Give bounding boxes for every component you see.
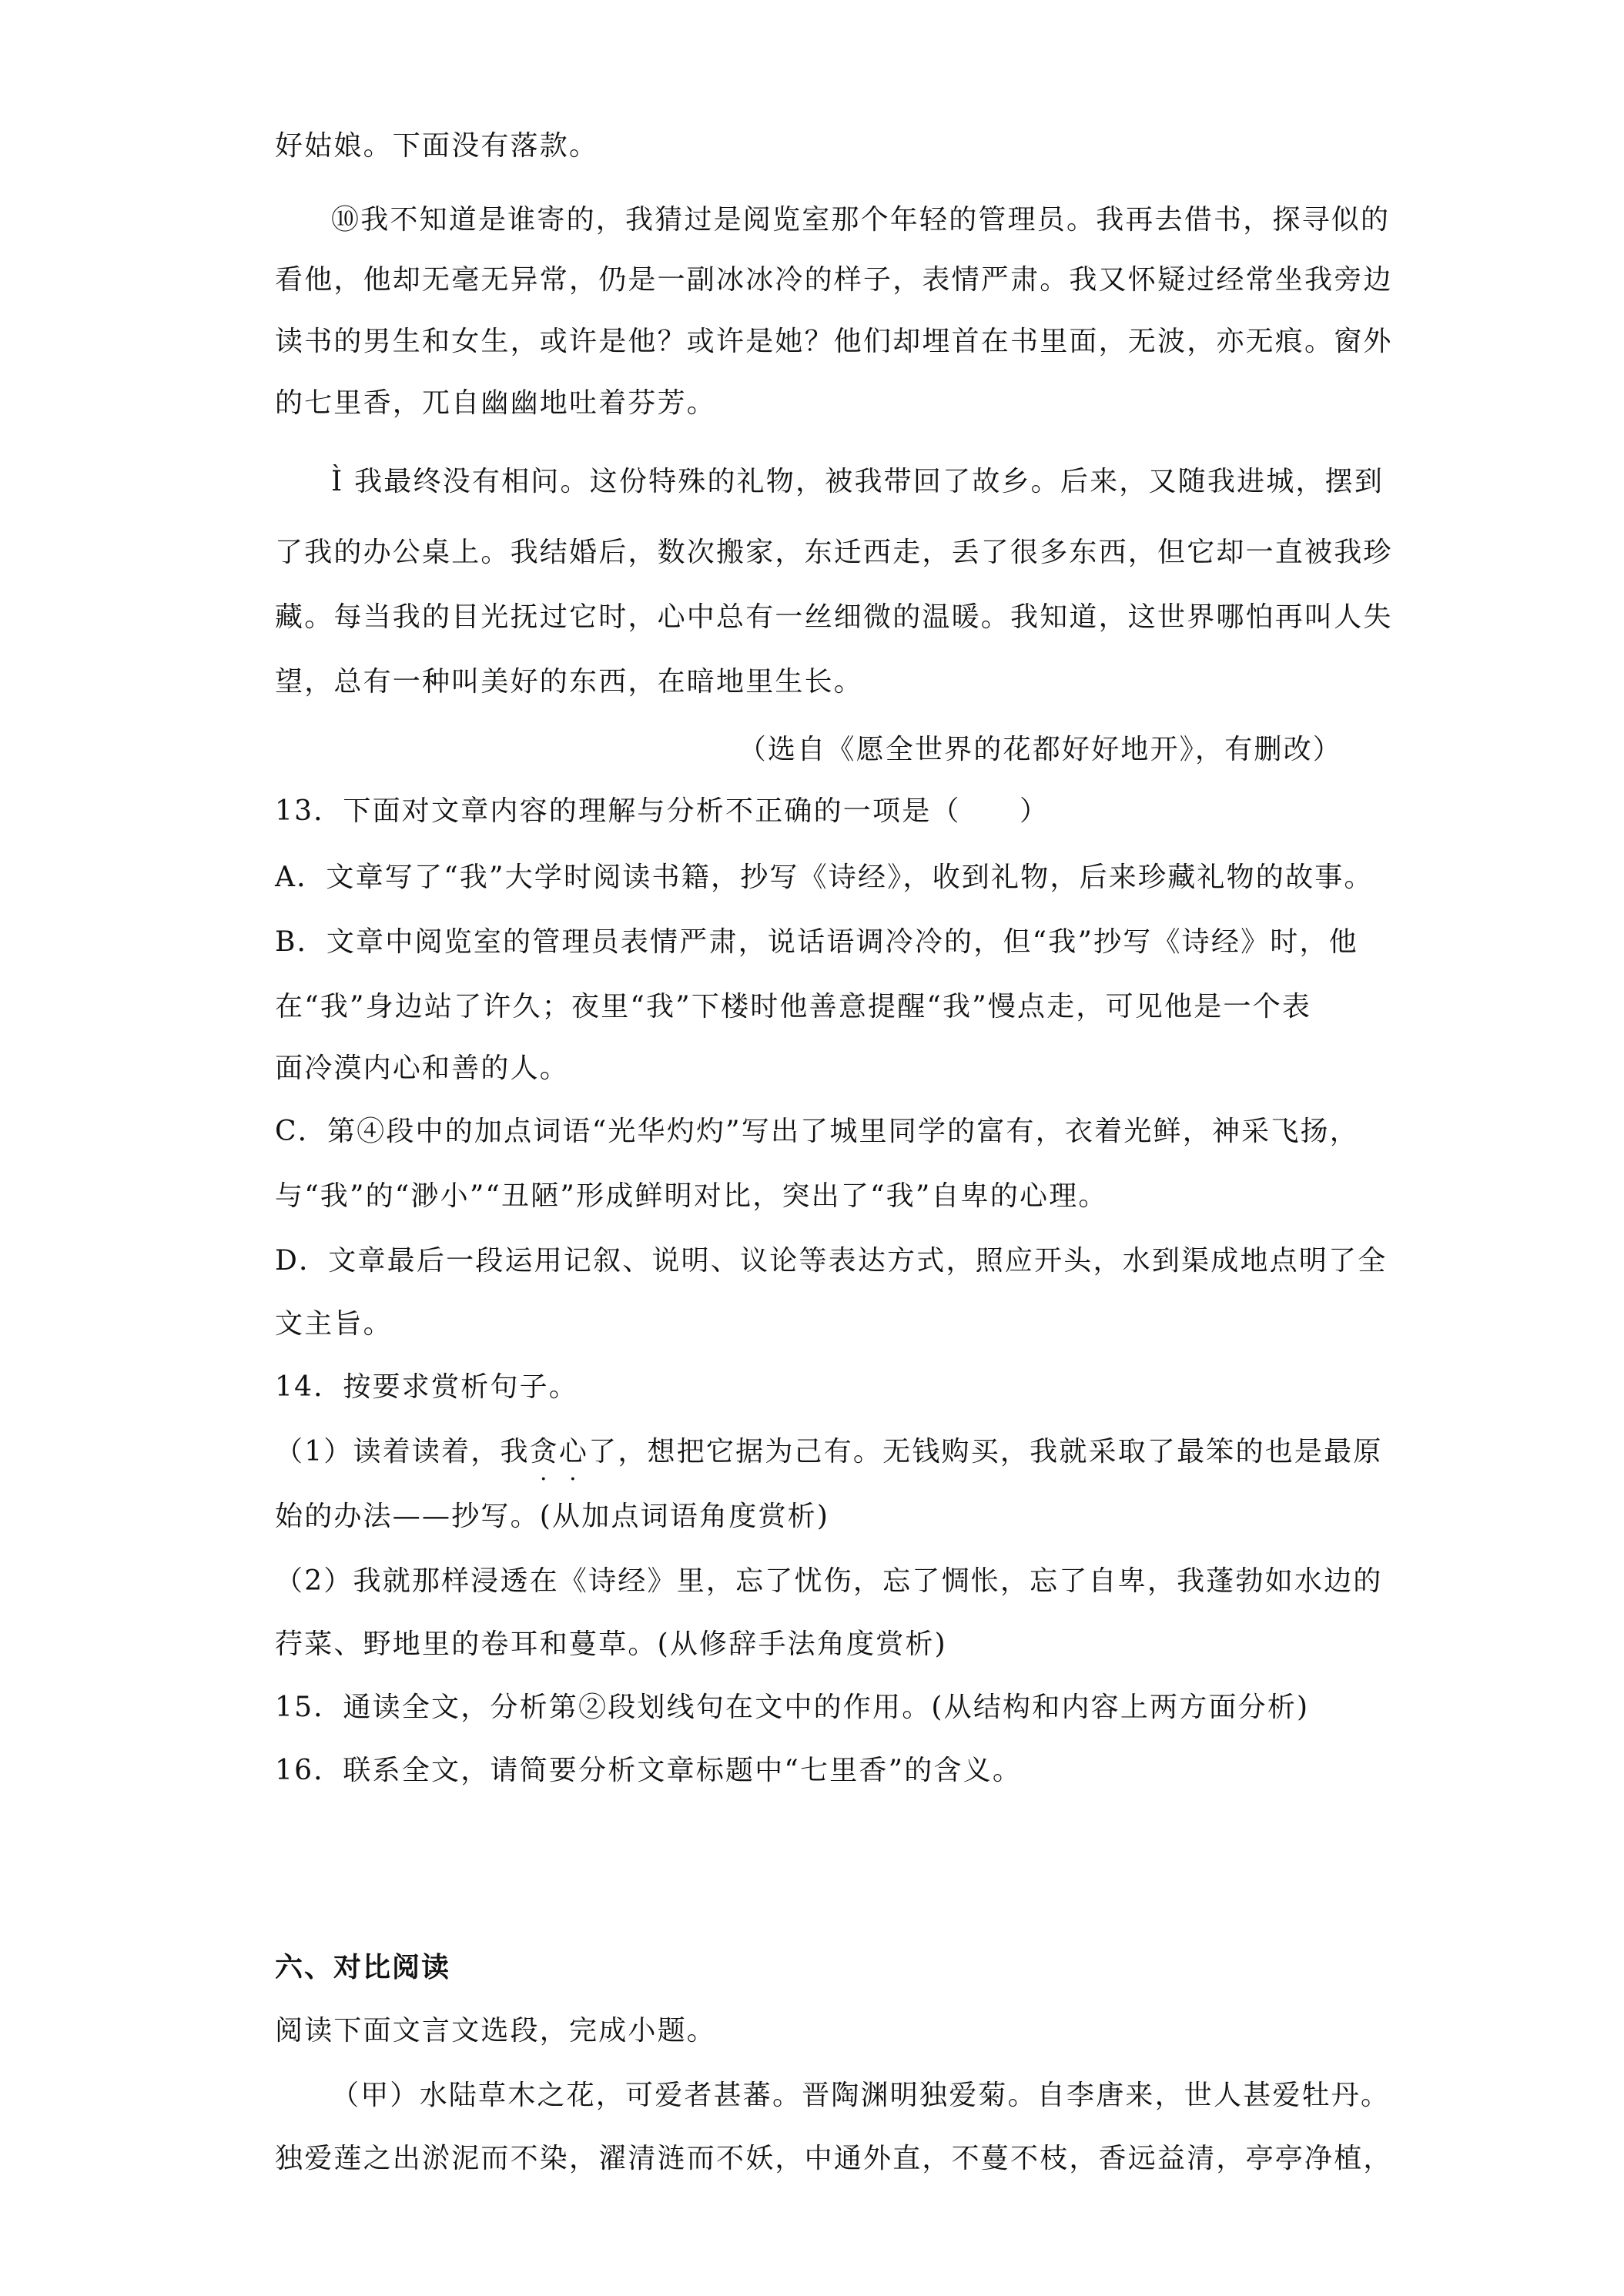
classical-text-line: 独爱莲之出淤泥而不染，濯清涟而不妖，中通外直，不蔓不枝，香远益清，亭亭净植， — [275, 2143, 1393, 2174]
dotted-character: 贪 — [529, 1436, 559, 1468]
sentence-text: （1）读着读着，我 — [275, 1436, 530, 1468]
question-14-stem: 14．按要求赏析句子。 — [275, 1371, 579, 1403]
question-15: 15．通读全文，分析第②段划线句在文中的作用。(从结构和内容上两方面分析) — [275, 1692, 1310, 1723]
paragraph-10-line: 的七里香，兀自幽幽地吐着芬芳。 — [275, 387, 717, 419]
classical-text-line: （甲）水陆草木之花，可爱者甚蕃。晋陶渊明独爱菊。自李唐来，世人甚爱牡丹。 — [331, 2080, 1391, 2111]
question-14-sentence-2: 荇菜、野地里的卷耳和蔓草。(从修辞手法角度赏析) — [275, 1628, 947, 1660]
question-16: 16．联系全文，请简要分析文章标题中“七里香”的含义。 — [275, 1755, 1023, 1786]
section-heading: 六、对比阅读 — [275, 1952, 451, 1983]
paragraph-11-line: Ì 我最终没有相问。这份特殊的礼物，被我带回了故乡。后来，又随我进城，摆到 — [331, 466, 1385, 497]
paragraph-10-line: ⑩我不知道是谁寄的，我猜过是阅览室那个年轻的管理员。我再去借书，探寻似的 — [331, 204, 1391, 236]
dotted-character: 心 — [558, 1436, 589, 1468]
question-13-option-b: 在“我”身边站了许久；夜里“我”下楼时他善意提醒“我”慢点走，可见他是一个表 — [275, 991, 1312, 1022]
question-14-sentence-1 — [275, 1434, 1383, 1471]
question-14-sentence-2: （2）我就那样浸透在《诗经》里，忘了忧伤，忘了惆怅，忘了自卑，我蓬勃如水边的 — [275, 1565, 1383, 1597]
paragraph-11-line: 望，总有一种叫美好的东西，在暗地里生长。 — [275, 666, 864, 698]
source-citation: （选自《愿全世界的花都好好地开》，有删改） — [738, 734, 1342, 765]
question-14-sentence-1: 始的办法——抄写。(从加点词语角度赏析) — [275, 1501, 830, 1532]
passage-line: 好姑娘。下面没有落款。 — [275, 130, 599, 162]
question-13-option-c: C．第④段中的加点词语“光华灼灼”写出了城里同学的富有，衣着光鲜，神采飞扬， — [275, 1116, 1359, 1147]
question-13-option-b: B．文章中阅览室的管理员表情严肃，说话语调冷冷的，但“我”抄写《诗经》时，他 — [275, 926, 1358, 958]
question-13-option-c: 与“我”的“渺小”“丑陋”形成鲜明对比，突出了“我”自卑的心理。 — [275, 1180, 1108, 1212]
question-13-option-a: A．文章写了“我”大学时阅读书籍，抄写《诗经》，收到礼物，后来珍藏礼物的故事。 — [275, 862, 1374, 893]
paragraph-11-line: 藏。每当我的目光抚过它时，心中总有一丝细微的温暖。我知道，这世界哪怕再叫人失 — [275, 601, 1393, 633]
paragraph-10-line: 看他，他却无毫无异常，仍是一副冰冰冷的样子，表情严肃。我又怀疑过经常坐我旁边 — [275, 264, 1393, 296]
section-intro: 阅读下面文言文选段，完成小题。 — [275, 2015, 717, 2047]
question-13-option-d: 文主旨。 — [275, 1308, 393, 1340]
paragraph-11-line: 了我的办公桌上。我结婚后，数次搬家，东迁西走，丢了很多东西，但它却一直被我珍 — [275, 537, 1393, 568]
question-13-option-b: 面冷漠内心和善的人。 — [275, 1053, 570, 1084]
question-13-option-d: D．文章最后一段运用记叙、说明、议论等表达方式，照应开头，水到渠成地点明了全 — [275, 1245, 1388, 1277]
paragraph-10-line: 读书的男生和女生，或许是他？或许是她？他们却埋首在书里面，无波，亦无痕。窗外 — [275, 326, 1393, 357]
sentence-text: 了，想把它据为己有。无钱购买，我就采取了最笨的也是最原 — [588, 1436, 1383, 1468]
question-13-stem: 13．下面对文章内容的理解与分析不正确的一项是（ ） — [275, 795, 1050, 827]
